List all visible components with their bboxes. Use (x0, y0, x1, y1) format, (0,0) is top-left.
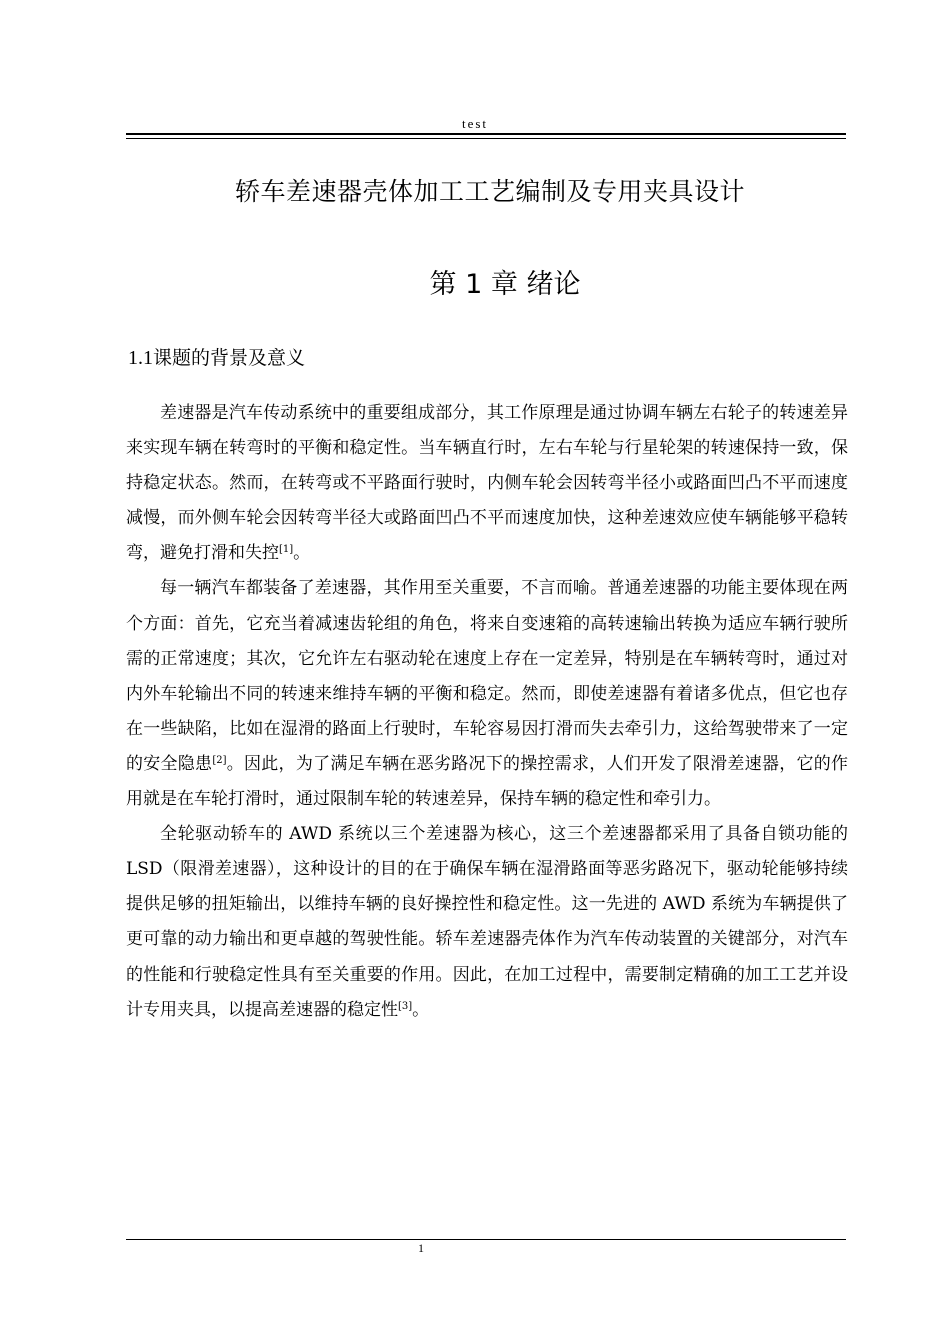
page-number: 1 (418, 1241, 424, 1255)
body-text (126, 396, 848, 1028)
section-number: 1.1 (128, 347, 153, 369)
citation-ref: [1] (279, 544, 294, 556)
paragraph-tail: 。因此，为了满足车辆在恶劣路况下的操控需求，人们开发了限滑差速器，它的作用就是在车轮打滑时，通过限制车轮的转速差异，保持车辆的稳定性和牵引力。 (126, 753, 849, 810)
document-title: 轿车差速器壳体加工工艺编制及专用夹具设计 (234, 177, 745, 206)
paragraph-text: 差速器是汽车传动系统中的重要组成部分，其工作原理是通过协调车辆左右轮子的转速差异来实现车辆在转弯时的平衡和稳定性。当车辆直行时，左右车轮与行星轮架的转速保持一致，保持稳定状态。然而，在转弯或不平路面行驶时，内侧车轮会因转弯半径小或路面凹凸不平而速度减慢，而外侧车轮会因转弯半径大或路面凹凸不平而速度加快，这种差速效应使车辆能够平稳转弯，避免打滑和失控 (126, 403, 848, 564)
paragraph-3 (126, 817, 848, 1028)
paragraph-2 (126, 571, 848, 817)
section-title: 课题的背景及意义 (153, 347, 306, 369)
paragraph-tail: 。 (412, 999, 430, 1020)
paragraph-text: 每一辆汽车都装备了差速器，其作用至关重要，不言而喻。普通差速器的功能主要体现在两个方面：首先，它充当着减速齿轮组的角色，将来自变速箱的高转速输出转换为适应车辆行驶所需的正常速度；其次，它允许左右驱动轮在速度上存在一定差异，特别是在车辆转弯时，通过对内外车轮输出不同的转速来维持车辆的平衡和稳定。然而，即使差速器有着诸多优点，但它也存在一些缺陷，比如在湿滑的路面上行驶时，车轮容易因打滑而失去牵引力，这给驾驶带来了一定的安全隐患 (126, 578, 848, 774)
citation-ref: [3] (398, 1000, 413, 1012)
page-header-text: test (461, 116, 489, 131)
paragraph-text: 全轮驱动轿车的 AWD 系统以三个差速器为核心，这三个差速器都采用了具备自锁功能的 LSD（限滑差速器），这种设计的目的在于确保车辆在湿滑路面等恶劣路况下，驱动轮能够持续提供足够的扭矩输出，以维持车辆的良好操控性和稳定性。这一先进的 AWD 系统为车辆提供了更可靠的动力输出和更卓越的驾驶性能。轿车差速器壳体作为汽车传动装置的关键部分，对汽车的性能和行驶稳定性具有至关重要的作用。因此，在加工过程中，需要制定精确的加工工艺并设计专用夹具，以提高差速器的稳定性 (126, 824, 848, 1020)
header-rule-thick (126, 133, 846, 135)
citation-ref: [2] (212, 754, 227, 766)
paragraph-tail: 。 (293, 543, 311, 564)
footer-rule (126, 1239, 846, 1240)
chapter-title: 第 1 章 绪论 (429, 269, 581, 300)
header-rule-thin (126, 138, 846, 139)
section-heading (128, 343, 305, 370)
paragraph-1 (126, 396, 848, 571)
